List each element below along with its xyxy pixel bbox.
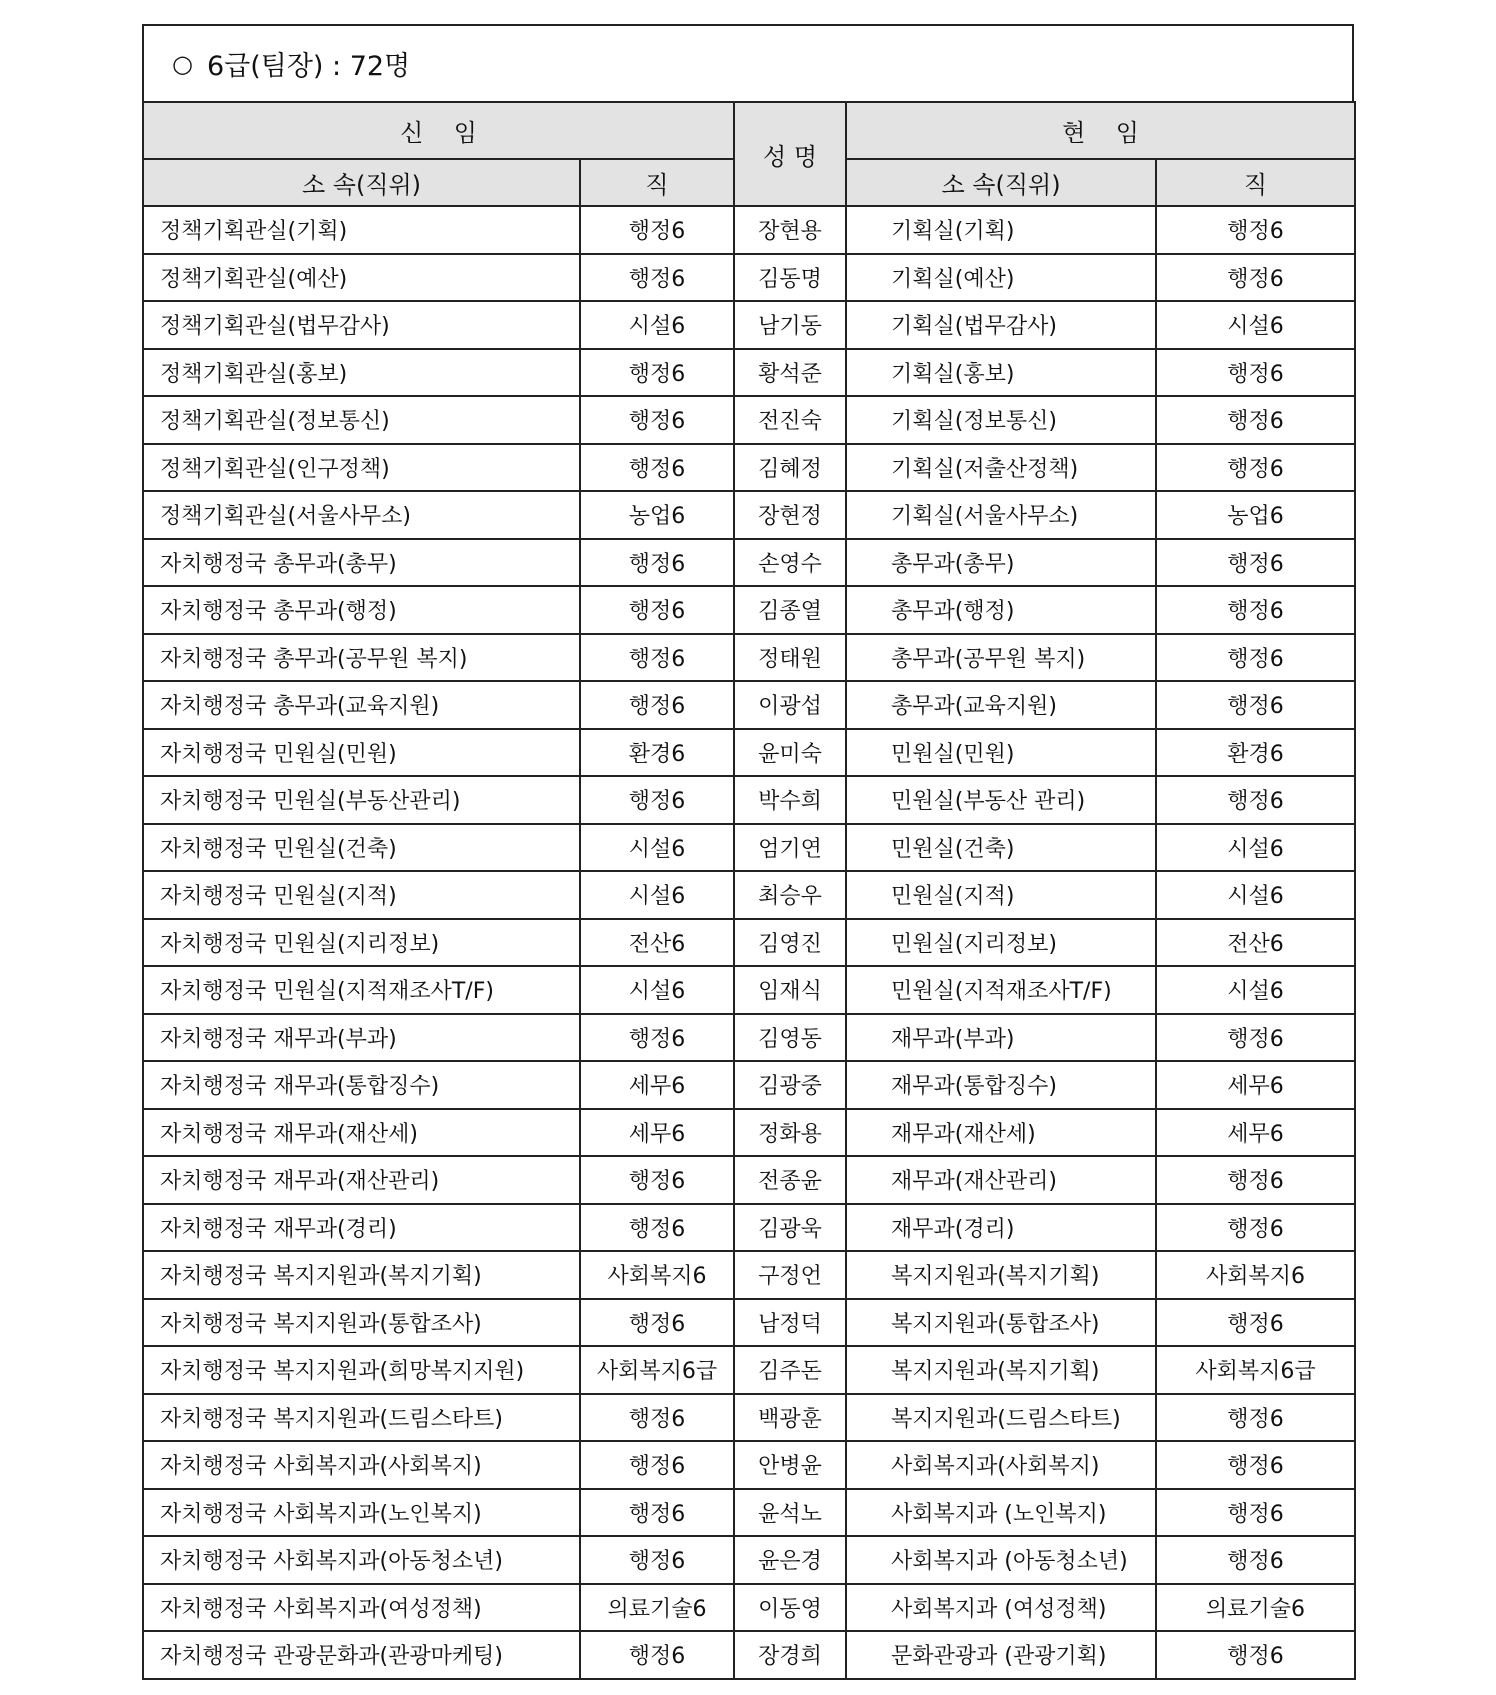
new-grade-cell: 행정6	[580, 1441, 734, 1489]
new-grade-cell: 의료기술6	[580, 1584, 734, 1632]
current-affiliation-cell: 복지지원과(통합조사)	[846, 1299, 1156, 1347]
name-cell: 안병윤	[734, 1441, 846, 1489]
new-affiliation-cell: 자치행정국 총무과(총무)	[143, 539, 580, 587]
new-grade-cell: 세무6	[580, 1109, 734, 1157]
new-grade-cell: 행정6	[580, 1014, 734, 1062]
name-cell: 박수희	[734, 776, 846, 824]
current-affiliation-cell: 복지지원과(복지기획)	[846, 1346, 1156, 1394]
current-grade-cell: 행정6	[1156, 776, 1355, 824]
current-grade-cell: 세무6	[1156, 1109, 1355, 1157]
name-cell: 남정덕	[734, 1299, 846, 1347]
current-affiliation-cell: 민원실(지적)	[846, 871, 1156, 919]
circle-bullet-icon: ○	[172, 49, 193, 78]
table-row	[143, 349, 1355, 397]
new-grade-cell: 행정6	[580, 539, 734, 587]
new-grade-cell: 행정6	[580, 1299, 734, 1347]
header-new-affiliation: 소 속(직위)	[143, 159, 580, 206]
current-affiliation-cell: 민원실(건축)	[846, 824, 1156, 872]
name-cell: 손영수	[734, 539, 846, 587]
table-row	[143, 1061, 1355, 1109]
current-grade-cell: 행정6	[1156, 206, 1355, 254]
new-grade-cell: 행정6	[580, 349, 734, 397]
current-affiliation-cell: 총무과(행정)	[846, 586, 1156, 634]
new-affiliation-cell: 자치행정국 복지지원과(드림스타트)	[143, 1394, 580, 1442]
name-cell: 장현용	[734, 206, 846, 254]
current-grade-cell: 시설6	[1156, 824, 1355, 872]
new-grade-cell: 행정6	[580, 1204, 734, 1252]
personnel-table	[142, 101, 1356, 1680]
current-affiliation-cell: 재무과(재산관리)	[846, 1156, 1156, 1204]
current-grade-cell: 시설6	[1156, 301, 1355, 349]
header-name: 성 명	[734, 102, 846, 206]
current-grade-cell: 행정6	[1156, 681, 1355, 729]
new-grade-cell: 행정6	[580, 776, 734, 824]
new-affiliation-cell: 자치행정국 민원실(지적)	[143, 871, 580, 919]
new-affiliation-cell: 자치행정국 복지지원과(복지기획)	[143, 1251, 580, 1299]
current-affiliation-cell: 기획실(정보통신)	[846, 396, 1156, 444]
new-grade-cell: 행정6	[580, 1156, 734, 1204]
current-grade-cell: 행정6	[1156, 1489, 1355, 1537]
table-row	[143, 444, 1355, 492]
current-affiliation-cell: 총무과(공무원 복지)	[846, 634, 1156, 682]
new-affiliation-cell: 자치행정국 복지지원과(희망복지지원)	[143, 1346, 580, 1394]
header-new-grade: 직	[580, 159, 734, 206]
new-affiliation-cell: 정책기획관실(기획)	[143, 206, 580, 254]
name-cell: 김주돈	[734, 1346, 846, 1394]
current-grade-cell: 농업6	[1156, 491, 1355, 539]
current-affiliation-cell: 기획실(홍보)	[846, 349, 1156, 397]
table-row	[143, 681, 1355, 729]
new-grade-cell: 행정6	[580, 1536, 734, 1584]
name-cell: 전종윤	[734, 1156, 846, 1204]
table-row	[143, 1536, 1355, 1584]
current-grade-cell: 행정6	[1156, 586, 1355, 634]
table-row	[143, 871, 1355, 919]
table-row	[143, 919, 1355, 967]
new-grade-cell: 행정6	[580, 1631, 734, 1679]
new-grade-cell: 전산6	[580, 919, 734, 967]
name-cell: 전진숙	[734, 396, 846, 444]
new-affiliation-cell: 자치행정국 사회복지과(노인복지)	[143, 1489, 580, 1537]
name-cell: 윤은경	[734, 1536, 846, 1584]
new-grade-cell: 행정6	[580, 254, 734, 302]
current-grade-cell: 행정6	[1156, 1156, 1355, 1204]
current-affiliation-cell: 민원실(부동산 관리)	[846, 776, 1156, 824]
current-grade-cell: 전산6	[1156, 919, 1355, 967]
new-affiliation-cell: 자치행정국 복지지원과(통합조사)	[143, 1299, 580, 1347]
new-affiliation-cell: 정책기획관실(홍보)	[143, 349, 580, 397]
new-affiliation-cell: 자치행정국 민원실(민원)	[143, 729, 580, 777]
name-cell: 김종열	[734, 586, 846, 634]
current-affiliation-cell: 민원실(지적재조사T/F)	[846, 966, 1156, 1014]
current-grade-cell: 행정6	[1156, 254, 1355, 302]
table-row	[143, 539, 1355, 587]
current-affiliation-cell: 기획실(기획)	[846, 206, 1156, 254]
name-cell: 남기동	[734, 301, 846, 349]
current-affiliation-cell: 재무과(통합징수)	[846, 1061, 1156, 1109]
table-row	[143, 586, 1355, 634]
new-affiliation-cell: 자치행정국 관광문화과(관광마케팅)	[143, 1631, 580, 1679]
current-affiliation-cell: 기획실(저출산정책)	[846, 444, 1156, 492]
current-affiliation-cell: 기획실(법무감사)	[846, 301, 1156, 349]
name-cell: 이광섭	[734, 681, 846, 729]
new-grade-cell: 행정6	[580, 444, 734, 492]
current-grade-cell: 행정6	[1156, 1204, 1355, 1252]
table-row	[143, 824, 1355, 872]
name-cell: 황석준	[734, 349, 846, 397]
table-row	[143, 1631, 1355, 1679]
current-affiliation-cell: 재무과(재산세)	[846, 1109, 1156, 1157]
new-grade-cell: 행정6	[580, 1394, 734, 1442]
new-grade-cell: 시설6	[580, 301, 734, 349]
new-affiliation-cell: 자치행정국 민원실(지리정보)	[143, 919, 580, 967]
table-row	[143, 966, 1355, 1014]
new-affiliation-cell: 정책기획관실(서울사무소)	[143, 491, 580, 539]
new-affiliation-cell: 자치행정국 민원실(부동산관리)	[143, 776, 580, 824]
new-affiliation-cell: 자치행정국 총무과(행정)	[143, 586, 580, 634]
new-affiliation-cell: 자치행정국 민원실(건축)	[143, 824, 580, 872]
header-current-affiliation: 소 속(직위)	[846, 159, 1156, 206]
table-row	[143, 1109, 1355, 1157]
current-grade-cell: 행정6	[1156, 444, 1355, 492]
name-cell: 윤미숙	[734, 729, 846, 777]
table-row	[143, 729, 1355, 777]
name-cell: 김광중	[734, 1061, 846, 1109]
current-grade-cell: 환경6	[1156, 729, 1355, 777]
current-affiliation-cell: 재무과(부과)	[846, 1014, 1156, 1062]
table-row	[143, 1014, 1355, 1062]
table-row	[143, 254, 1355, 302]
name-cell: 김혜정	[734, 444, 846, 492]
table-row	[143, 396, 1355, 444]
current-affiliation-cell: 사회복지과 (아동청소년)	[846, 1536, 1156, 1584]
current-grade-cell: 사회복지6급	[1156, 1346, 1355, 1394]
new-affiliation-cell: 자치행정국 사회복지과(아동청소년)	[143, 1536, 580, 1584]
current-affiliation-cell: 민원실(민원)	[846, 729, 1156, 777]
table-row	[143, 1441, 1355, 1489]
current-affiliation-cell: 총무과(총무)	[846, 539, 1156, 587]
new-affiliation-cell: 자치행정국 총무과(공무원 복지)	[143, 634, 580, 682]
section-title	[142, 24, 1354, 101]
table-row	[143, 1394, 1355, 1442]
table-row	[143, 1251, 1355, 1299]
name-cell: 구정언	[734, 1251, 846, 1299]
table-row	[143, 1299, 1355, 1347]
table-row	[143, 1584, 1355, 1632]
name-cell: 김영동	[734, 1014, 846, 1062]
name-cell: 임재식	[734, 966, 846, 1014]
table-row	[143, 1204, 1355, 1252]
name-cell: 엄기연	[734, 824, 846, 872]
new-grade-cell: 행정6	[580, 206, 734, 254]
new-affiliation-cell: 정책기획관실(법무감사)	[143, 301, 580, 349]
new-affiliation-cell: 정책기획관실(인구정책)	[143, 444, 580, 492]
current-affiliation-cell: 사회복지과(사회복지)	[846, 1441, 1156, 1489]
new-grade-cell: 시설6	[580, 871, 734, 919]
current-grade-cell: 행정6	[1156, 1441, 1355, 1489]
new-grade-cell: 사회복지6급	[580, 1346, 734, 1394]
current-affiliation-cell: 총무과(교육지원)	[846, 681, 1156, 729]
table-row	[143, 1346, 1355, 1394]
name-cell: 백광훈	[734, 1394, 846, 1442]
current-grade-cell: 사회복지6	[1156, 1251, 1355, 1299]
table-row	[143, 491, 1355, 539]
current-grade-cell: 행정6	[1156, 1299, 1355, 1347]
name-cell: 정화용	[734, 1109, 846, 1157]
new-grade-cell: 시설6	[580, 966, 734, 1014]
name-cell: 이동영	[734, 1584, 846, 1632]
header-current-assignment: 현 임	[846, 102, 1355, 159]
current-affiliation-cell: 복지지원과(복지기획)	[846, 1251, 1156, 1299]
name-cell: 정태원	[734, 634, 846, 682]
table-body	[143, 206, 1355, 1679]
current-affiliation-cell: 기획실(예산)	[846, 254, 1156, 302]
personnel-sheet	[142, 24, 1354, 1680]
new-affiliation-cell: 자치행정국 민원실(지적재조사T/F)	[143, 966, 580, 1014]
current-affiliation-cell: 재무과(경리)	[846, 1204, 1156, 1252]
table-row	[143, 1156, 1355, 1204]
new-grade-cell: 행정6	[580, 634, 734, 682]
current-grade-cell: 행정6	[1156, 349, 1355, 397]
new-grade-cell: 세무6	[580, 1061, 734, 1109]
current-grade-cell: 행정6	[1156, 1536, 1355, 1584]
new-affiliation-cell: 자치행정국 재무과(재산관리)	[143, 1156, 580, 1204]
name-cell: 윤석노	[734, 1489, 846, 1537]
current-grade-cell: 행정6	[1156, 396, 1355, 444]
table-row	[143, 634, 1355, 682]
new-affiliation-cell: 자치행정국 총무과(교육지원)	[143, 681, 580, 729]
name-cell: 김광욱	[734, 1204, 846, 1252]
table-row	[143, 206, 1355, 254]
current-grade-cell: 행정6	[1156, 539, 1355, 587]
name-cell: 김영진	[734, 919, 846, 967]
new-affiliation-cell: 자치행정국 재무과(부과)	[143, 1014, 580, 1062]
current-grade-cell: 의료기술6	[1156, 1584, 1355, 1632]
current-grade-cell: 세무6	[1156, 1061, 1355, 1109]
current-grade-cell: 행정6	[1156, 1394, 1355, 1442]
name-cell: 김동명	[734, 254, 846, 302]
new-grade-cell: 시설6	[580, 824, 734, 872]
header-new-assignment: 신 임	[143, 102, 734, 159]
new-affiliation-cell: 자치행정국 재무과(경리)	[143, 1204, 580, 1252]
new-affiliation-cell: 자치행정국 사회복지과(사회복지)	[143, 1441, 580, 1489]
current-affiliation-cell: 사회복지과 (여성정책)	[846, 1584, 1156, 1632]
new-grade-cell: 농업6	[580, 491, 734, 539]
name-cell: 장현정	[734, 491, 846, 539]
current-grade-cell: 시설6	[1156, 966, 1355, 1014]
new-affiliation-cell: 자치행정국 재무과(통합징수)	[143, 1061, 580, 1109]
current-grade-cell: 행정6	[1156, 1631, 1355, 1679]
new-affiliation-cell: 정책기획관실(예산)	[143, 254, 580, 302]
new-grade-cell: 행정6	[580, 681, 734, 729]
table-row	[143, 301, 1355, 349]
current-grade-cell: 시설6	[1156, 871, 1355, 919]
current-grade-cell: 행정6	[1156, 1014, 1355, 1062]
new-grade-cell: 사회복지6	[580, 1251, 734, 1299]
current-grade-cell: 행정6	[1156, 634, 1355, 682]
new-grade-cell: 환경6	[580, 729, 734, 777]
current-affiliation-cell: 문화관광과 (관광기획)	[846, 1631, 1156, 1679]
new-grade-cell: 행정6	[580, 1489, 734, 1537]
current-affiliation-cell: 복지지원과(드림스타트)	[846, 1394, 1156, 1442]
current-affiliation-cell: 기획실(서울사무소)	[846, 491, 1156, 539]
new-grade-cell: 행정6	[580, 396, 734, 444]
header-current-grade: 직	[1156, 159, 1355, 206]
new-affiliation-cell: 자치행정국 재무과(재산세)	[143, 1109, 580, 1157]
new-grade-cell: 행정6	[580, 586, 734, 634]
current-affiliation-cell: 사회복지과 (노인복지)	[846, 1489, 1156, 1537]
name-cell: 최승우	[734, 871, 846, 919]
new-affiliation-cell: 자치행정국 사회복지과(여성정책)	[143, 1584, 580, 1632]
section-title-text: 6급(팀장) : 72명	[206, 51, 411, 82]
name-cell: 장경희	[734, 1631, 846, 1679]
new-affiliation-cell: 정책기획관실(정보통신)	[143, 396, 580, 444]
table-row	[143, 1489, 1355, 1537]
current-affiliation-cell: 민원실(지리정보)	[846, 919, 1156, 967]
table-row	[143, 776, 1355, 824]
